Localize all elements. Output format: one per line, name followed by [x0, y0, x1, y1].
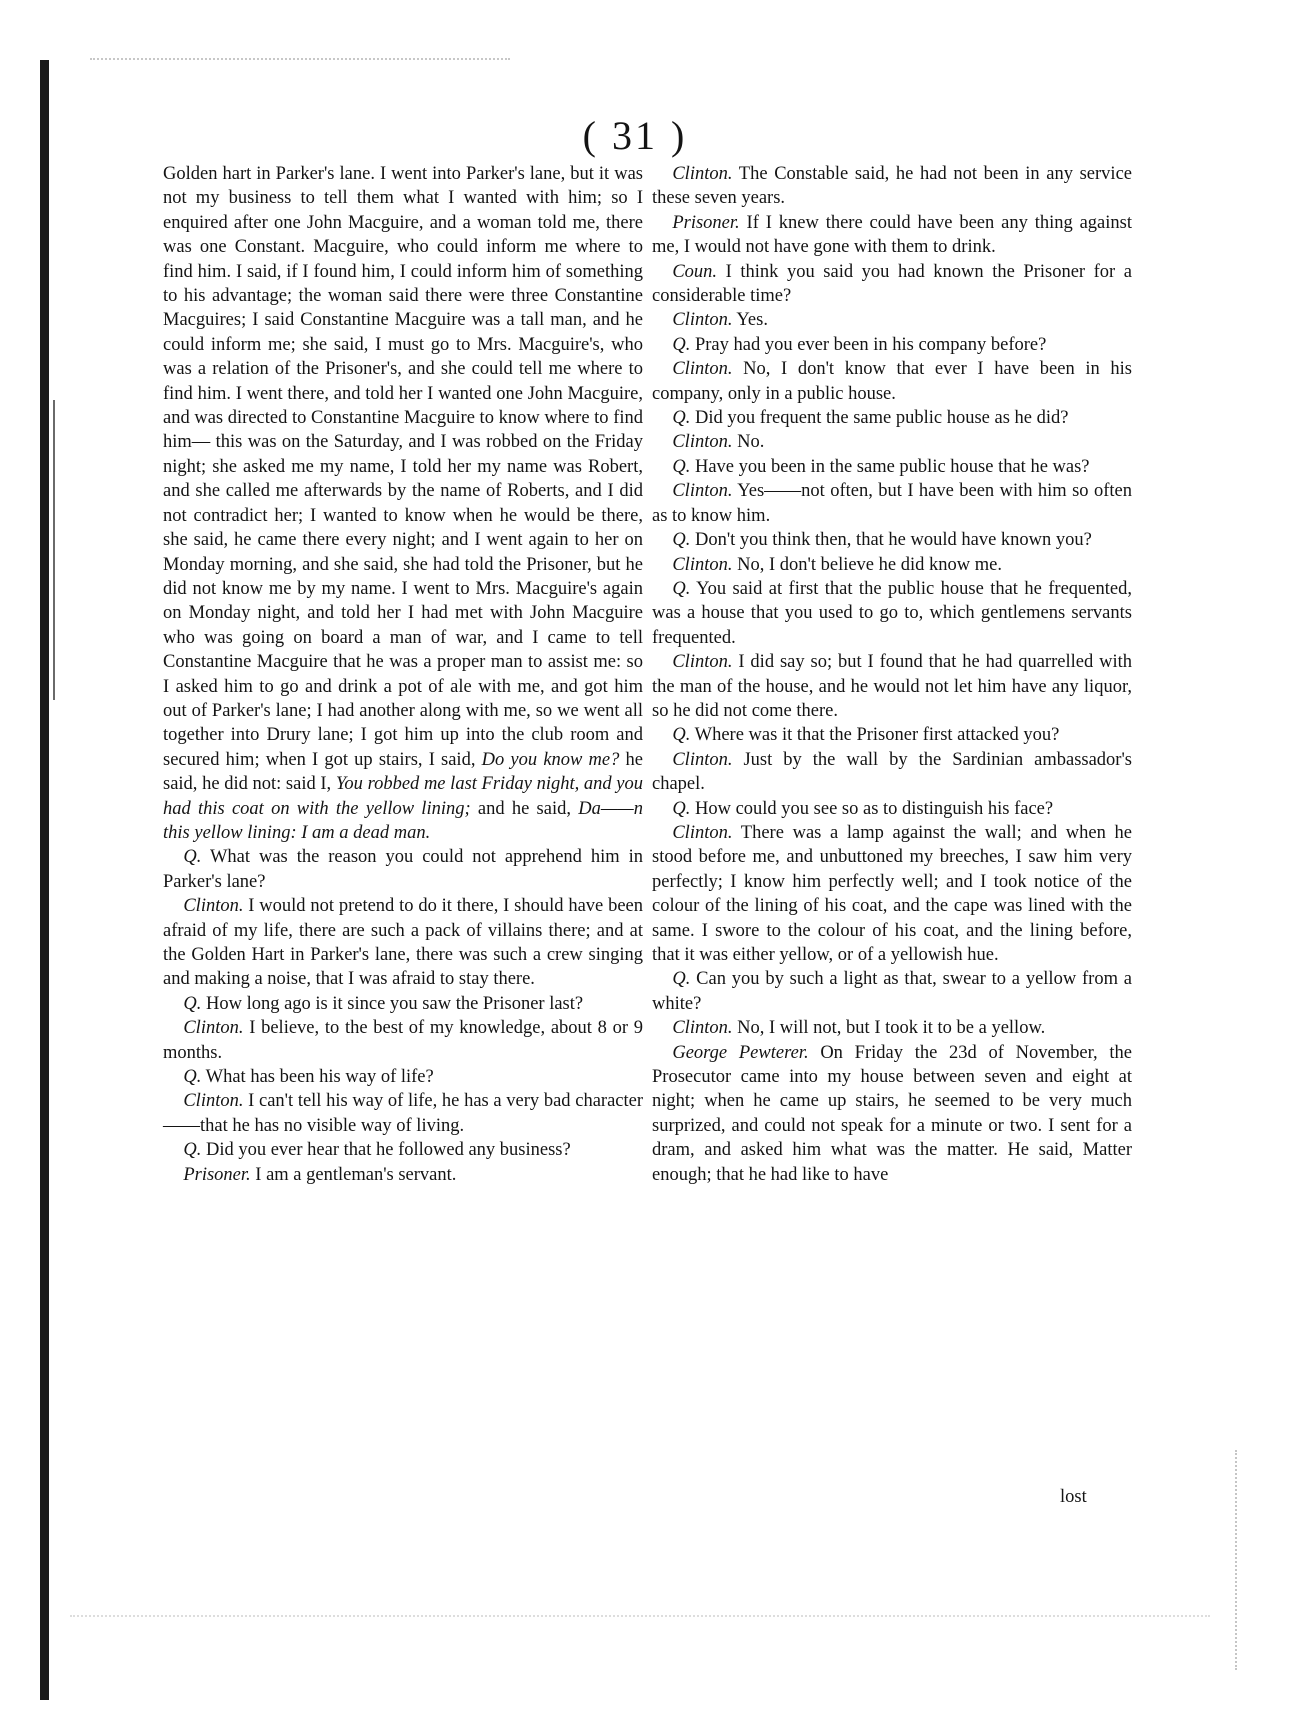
page-edge-mark: [53, 400, 55, 700]
speaker-label: Q.: [672, 578, 691, 599]
paragraph: [652, 333, 1132, 357]
paragraph-text: You said at first that the public house that he frequented, was a house that you used to go to, which gentlemens servants frequented.: [652, 578, 1132, 648]
catchword: lost: [1060, 1487, 1087, 1507]
page-number: ( 31 ): [582, 113, 688, 158]
paragraph-text: he said, he did not: said I,: [163, 749, 644, 795]
paragraph: [652, 528, 1132, 552]
paragraph-text: I think you said you had known the Prisoner for a considerable time?: [652, 261, 1132, 307]
paragraph-text: No, I don't know that ever I have been in his company, only in a public house.: [652, 359, 1132, 404]
bottom-print-specks: [70, 1615, 1210, 1623]
speaker-label: Clinton.: [672, 554, 733, 575]
speaker-label: Q.: [183, 1140, 202, 1161]
paragraph-text: I am a gentleman's servant.: [250, 1164, 457, 1185]
paragraph-text: Where was it that the Prisoner first attacked you?: [690, 725, 1060, 746]
speaker-label: Clinton.: [672, 652, 733, 673]
speaker-label: Q.: [183, 1067, 202, 1088]
right-column: [652, 162, 1132, 1187]
speaker-label: Q.: [183, 993, 202, 1014]
paragraph-text: There was a lamp against the wall; and when he stood before me, and unbuttoned my breeches, I saw him very perfectly; I know him perfectly well; and I took notice of the colour of the lining of his coat, and the cape was lined with the same. I swore to the colour of his coat, and the lining before, that it was either yellow, or of a yellowish hue.: [652, 822, 1132, 965]
paragraph-text: What has been his way of life?: [201, 1067, 434, 1088]
paragraph: [652, 430, 1132, 454]
paragraph-text: Golden hart in Parker's lane. I went into Parker's lane, but it was not my business to tell them what I wanted with him; so I enquired after one John Macguire, and a woman told me, there was one Constant. Macguire, who could inform me where to find him. I said, if I found him, I could inform him of something to his advantage; the woman said there were three Constantine Macguires; I said Constantine Macguire was a tall man, and he could inform me; she said, I must go to Mrs. Macguire's, who was a relation of the Prisoner's, and she could tell me where to find him. I went there, and told her I wanted one John Macguire, and was directed to Constantine Macguire to know where to find him— this was on the Saturday, and I was robbed on the Friday night; she asked me my name, I told her my name was Robert, and she called me afterwards by the name of Roberts, and I did not contradict her; I wanted to know when he would be there, she said, he came there every night; and I went again to her on Monday morning, and she said, she had told the Prisoner, but he did not know me by my name. I went to Mrs. Macguire's again on Monday night, and told her I had met with John Macguire who was going on board a man of war, and I came to tell Constantine Macguire that he was a proper man to assist me: so I asked him to go and drink a pot of ale with me, and got him out of Parker's lane; I had another along with me, so we went all together into Drury lane; I got him up into the club room and secured him; when I got up stairs, I said,: [163, 164, 643, 770]
speaker-label: Prisoner.: [183, 1164, 251, 1185]
speaker-label: Q.: [672, 456, 691, 477]
speaker-label: Coun.: [672, 261, 718, 282]
paragraph: [652, 650, 1132, 723]
speaker-label: Clinton.: [672, 749, 733, 770]
paragraph-text: On Friday the 23d of November, the Prosecutor came into my house between seven and eight at night; when he came up stairs, he seemed to be very much surprized, and could not speak for a minute or two. I sent for a dram, and asked him what was the matter. He said, Matter enough; that he had like to have: [652, 1042, 1132, 1185]
speaker-label: Clinton.: [672, 822, 733, 843]
speaker-label: Clinton.: [672, 432, 733, 453]
speaker-label: Clinton.: [672, 310, 733, 331]
speaker-label: Q.: [672, 408, 691, 429]
paragraph: [652, 455, 1132, 479]
quoted-speech: Do you know me?: [481, 749, 620, 770]
paragraph: [652, 577, 1132, 650]
paragraph: [652, 1041, 1132, 1187]
paragraph-text: Just by the wall by the Sardinian ambassador's chapel.: [652, 749, 1132, 795]
paragraph-text: Did you ever hear that he followed any business?: [201, 1140, 571, 1161]
paragraph: [163, 845, 643, 894]
paragraph-text: I believe, to the best of my knowledge, about 8 or 9 months.: [163, 1018, 643, 1063]
paragraph: [163, 1089, 643, 1138]
speaker-label: Q.: [672, 725, 691, 746]
paragraph: [652, 479, 1132, 528]
paragraph: [163, 162, 643, 845]
paragraph-text: How could you see so as to distinguish his face?: [690, 798, 1054, 819]
left-column: [163, 162, 643, 1187]
paragraph-text: Have you been in the same public house that he was?: [690, 456, 1090, 477]
paragraph: [163, 1016, 643, 1065]
quoted-speech: You robbed me last Friday night, and you had this coat on with the yellow lining;: [163, 774, 643, 819]
page-edge-shadow: [40, 60, 49, 1700]
paragraph: [652, 748, 1132, 797]
paragraph: [652, 211, 1132, 260]
speaker-label: Q.: [183, 847, 202, 868]
paragraph: [163, 1065, 643, 1089]
paragraph-text: The Constable said, he had not been in any service these seven years.: [652, 164, 1132, 209]
paragraph-text: I would not pretend to do it there, I should have been afraid of my life, there are such a pack of villains there; and at the Golden Hart in Parker's lane, there was such a crew singing and making a noise, that I was afraid to stay there.: [163, 896, 643, 990]
paragraph-text: No, I don't believe he did know me.: [732, 554, 1002, 575]
paragraph: [163, 894, 643, 992]
paragraph-text: What was the reason you could not apprehend him in Parker's lane?: [163, 847, 643, 892]
paragraph: [652, 723, 1132, 747]
speaker-label: Clinton.: [183, 1018, 244, 1039]
paragraph: [652, 357, 1132, 406]
paragraph-text: How long ago is it since you saw the Prisoner last?: [201, 993, 584, 1014]
paragraph: [652, 308, 1132, 332]
paragraph-text: I did say so; but I found that he had quarrelled with the man of the house, and he would not let him have any liquor, so he did not come there.: [652, 652, 1132, 721]
speaker-label: Clinton.: [183, 1091, 244, 1112]
paragraph-text: I can't tell his way of life, he has a very bad character——that he has no visible way of living.: [163, 1091, 643, 1136]
speaker-label: Q.: [672, 798, 691, 819]
paragraph-text: If I knew there could have been any thing against me, I would not have gone with them to drink.: [652, 212, 1132, 258]
paragraph: [652, 162, 1132, 211]
paragraph: [652, 797, 1132, 821]
speaker-label: Clinton.: [672, 1018, 733, 1039]
top-print-specks: [90, 58, 510, 66]
paragraph-text: Can you by such a light as that, swear to a yellow from a white?: [652, 969, 1132, 1014]
speaker-label: Q.: [672, 530, 691, 551]
quoted-speech: Da——n this yellow lining: I am a dead man.: [163, 798, 643, 843]
speaker-label: Clinton.: [672, 164, 733, 184]
paragraph: [163, 1138, 643, 1162]
speaker-label: Clinton.: [672, 359, 733, 380]
speaker-label: Clinton.: [183, 896, 244, 917]
paragraph: [652, 821, 1132, 967]
paragraph-text: Did you frequent the same public house as he did?: [690, 408, 1069, 429]
paragraph-text: No, I will not, but I took it to be a yellow.: [732, 1018, 1046, 1039]
speaker-label: Clinton.: [672, 481, 733, 502]
paragraph: [652, 406, 1132, 430]
speaker-label: Q.: [672, 334, 691, 355]
paragraph-text: Don't you think then, that he would have known you?: [690, 530, 1092, 551]
paragraph-text: and he said,: [470, 798, 579, 819]
paragraph: [163, 992, 643, 1016]
paragraph-text: Yes——not often, but I have been with him so often as to know him.: [652, 481, 1132, 526]
paragraph: [163, 1163, 643, 1187]
speaker-label: George Pewterer.: [672, 1042, 809, 1063]
paragraph: [652, 553, 1132, 577]
speaker-label: Prisoner.: [672, 212, 740, 233]
paragraph: [652, 967, 1132, 1016]
speaker-label: Q.: [672, 969, 691, 990]
right-print-specks: [1235, 1450, 1239, 1670]
paragraph: [652, 260, 1132, 309]
paragraph-text: No.: [732, 432, 765, 453]
paragraph-text: Yes.: [732, 310, 768, 331]
paragraph-text: Pray had you ever been in his company before?: [690, 334, 1047, 355]
paragraph: [652, 1016, 1132, 1040]
